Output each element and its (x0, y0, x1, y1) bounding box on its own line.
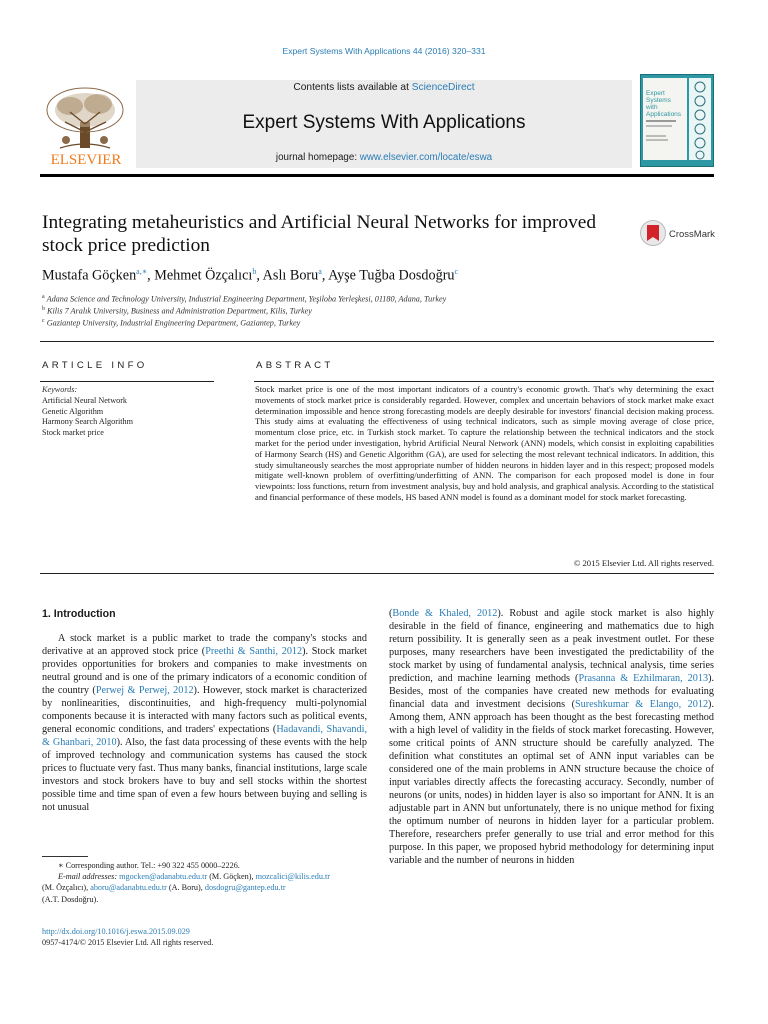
abstract-heading: ABSTRACT (256, 360, 334, 371)
sciencedirect-link[interactable]: ScienceDirect (411, 82, 475, 93)
email-owner: (A. Boru), (166, 883, 205, 893)
svg-text:Systems: Systems (646, 97, 671, 104)
email-link[interactable]: aboru@adanabtu.edu.tr (90, 883, 167, 893)
abstract-bottom-rule (40, 573, 714, 574)
footnotes (42, 860, 372, 905)
citation-link[interactable]: Preethi & Santhi, 2012 (205, 646, 303, 657)
author-separator: , (321, 267, 329, 284)
body-text: ). Besides, most of the companies have created new methods for evaluating financial data and investment decisions ( (389, 673, 715, 710)
svg-text:CrossMark: CrossMark (669, 229, 715, 240)
email-addresses-cont (42, 894, 372, 905)
journal-cover-thumbnail[interactable] (640, 74, 714, 167)
keyword: Genetic Algorithm (42, 406, 104, 416)
section-heading-introduction: 1. Introduction (42, 608, 116, 620)
corresponding-author-note: ∗ Corresponding author. Tel.: +90 322 455 0000–2226. (58, 861, 240, 870)
keyword: Stock market price (42, 427, 104, 437)
body-column-left (42, 632, 367, 814)
body-text: ). Also, the fast data processing of these events with the help of improved technology and communication systems has caused the stock prices to fluctuate very fast. Thus many banks, financial institutions, large scale investors and stock brokers have to buy and sell stocks within the shortest possible time and time span of even a few hours between buying and selling is not unusual (42, 737, 367, 813)
body-text: ). Robust and agile stock market is also highly desirable in the field of finance, engineering and mathematics due to high return possibility. It is generally seen as a peak investment outlet. For these purposes, many researchers have been investigated the predictability of the stock market by using of fundamental analysis, technical analysis, time series prediction, and machine learning methods ( (389, 608, 714, 684)
paper-title: Integrating metaheuristics and Artificial Neural Networks for improved stock price prediction (42, 212, 597, 256)
homepage-label: journal homepage: (275, 152, 360, 163)
citation-link[interactable]: Hadavandi, Shavandi, & Ghanbari, 2010 (42, 724, 367, 748)
abstract-rule (254, 381, 714, 382)
keywords-list (42, 396, 133, 438)
citation-link[interactable]: Perwej & Perwej, 2012 (95, 685, 194, 696)
email-owner: (A.T. Dosdoğru). (42, 894, 99, 904)
citation-link[interactable]: Bonde & Khaled, 2012 (392, 608, 498, 619)
author-affiliation-mark[interactable]: a (318, 267, 322, 276)
crossmark-button[interactable] (640, 219, 716, 247)
affiliation-text: Gaziantep University, Industrial Engineering Department, Gaziantep, Turkey (46, 318, 301, 328)
contents-text: Contents lists available at (293, 82, 412, 93)
contents-available (136, 82, 632, 93)
body-text: A stock market is a public market to trade the company's stocks and derivative at an approved stock price ( (42, 633, 367, 657)
body-column-right (389, 607, 714, 867)
doi-link[interactable]: http://dx.doi.org/10.1016/j.eswa.2015.09.029 (42, 927, 190, 936)
homepage-link[interactable]: www.elsevier.com/locate/eswa (359, 152, 493, 163)
email-addresses (42, 871, 372, 882)
affiliation-mark: b (42, 306, 45, 312)
header-rule (40, 174, 714, 177)
article-info-rule (40, 381, 214, 382)
affiliation-mark: a (42, 294, 45, 300)
affiliation-text: Adana Science and Technology University, Industrial Engineering Department, Yeşiloba Yerleşkesi, 01180, Adana, Turkey (46, 294, 447, 304)
footnote-rule (42, 856, 88, 857)
keyword: Harmony Search Algorithm (42, 417, 133, 427)
author-affiliation-mark[interactable]: c (454, 267, 459, 276)
email-owner: (M. Göçken), (207, 872, 256, 882)
affiliation-text: Kilis 7 Aralık University, Business and Administration Department, Kilis, Turkey (47, 306, 312, 316)
elsevier-logo (40, 82, 132, 168)
author-name: Mustafa Göçken (42, 267, 137, 284)
email-link[interactable]: dosdogru@gantep.edu.tr (204, 883, 286, 893)
author-affiliation-mark[interactable]: b (252, 267, 257, 276)
svg-text:Expert: Expert (646, 90, 665, 97)
email-link[interactable]: mgocken@adanabtu.edu.tr (119, 872, 208, 882)
author-separator: , (256, 267, 263, 284)
body-text: ). Among them, ANN approach has been thought as the best forecasting method with a high level of validity in the fields of stock market forecasting. However, some critical points of ANN structure should be carefully analyzed. The definition what constitutes an optimal set of ANN input variables can be considered one of the main problems in ANN structure because the choice of input variables directly affects the forecasting accuracy. Secondly, number of neurons (or units, nodes) in hidden layer is also so important for ANN. It is an adjustable part in ANN but unfortunately, there is no unique method for fixing the optimum number of neurons in hidden layer for a particular problem. Therefore, researchers prefer generally to use trial and error method for this purpose. In this paper, we proposed hybrid methodology for determining input variable and the number of neurons in hidden (389, 699, 714, 866)
svg-text:Applications: Applications (646, 111, 682, 118)
email-addresses-cont (42, 882, 372, 893)
issn-copyright: 0957-4174/© 2015 Elsevier Ltd. All rights reserved. (42, 938, 214, 947)
keyword: Artificial Neural Network (42, 396, 128, 405)
author-name: Ayşe Tuğba Dosdoğru (328, 267, 455, 284)
abstract-text: Stock market price is one of the most important indicators of a country's economic growth. That's why determining the exact movements of stock market price is considerably regarded. However, complex and uncertain behaviors of stock market make exact determination impossible and hence strong forecasting models are deeply desirable for investors' financial decision making process. This study aims at evaluating the effectiveness of using technical indicators, such as simple moving average of close price, momentum close price, etc. in Turkish stock market. To capture the relationship between the technical indicators and the stock market for the period under investigation, hybrid Artificial Neural Network (ANN) models, which consist in exploiting capabilities of Harmony Search (HS) and Genetic Algorithm (GA), are used for selecting the most relevant technical indicators. In addition, this study simultaneously searches the most appropriate number of hidden neurons in hidden layer and in this respect; proposed models mitigate well-known problem of overfitting/underfitting of ANN. The comparison for each proposed model is done in four viewpoints: loss functions, return from investment analysis, buy and hold analysis, and graphical analysis. According to the statistical and financial performance of these models, HS based ANN model is found as a dominant model for stock market forecasting. (255, 384, 714, 502)
author-separator: , (147, 267, 155, 284)
title-rule (40, 341, 714, 342)
svg-text:ELSEVIER: ELSEVIER (50, 152, 122, 168)
body-text: ). Stock market provides opportunities for brokers and companies to make investments on neutral ground and is one of the primary indicators of a economic condition of the country ( (42, 646, 368, 696)
affiliation-a (42, 294, 446, 304)
affiliation-b (42, 306, 312, 316)
email-label: E-mail addresses: (58, 872, 120, 882)
journal-name: Expert Systems With Applications (242, 112, 526, 133)
abstract-copyright: © 2015 Elsevier Ltd. All rights reserved. (573, 558, 714, 568)
keywords-label: Keywords: (42, 385, 78, 394)
body-text: ). However, stock market is characterized by nonlinearities, discontinuities, and high-frequency multi-polynomial components because it is interacted with many factors such as political events, general economic conditions, and traders' expectations ( (42, 685, 367, 735)
author-name: Aslı Boru (262, 267, 319, 284)
elsevier-tree-icon (40, 82, 132, 168)
journal-homepage (136, 152, 632, 163)
citation-link[interactable]: Prasanna & Ezhilmaran, 2013 (578, 673, 709, 684)
email-owner: (M. Özçalıcı), (42, 883, 91, 893)
body-text: ( (389, 608, 393, 619)
citation-link[interactable]: Sureshkumar & Elango, 2012 (574, 699, 709, 710)
affiliation-mark: c (42, 318, 45, 324)
affiliation-c (42, 318, 300, 328)
svg-text:with: with (646, 104, 658, 111)
author-list (42, 267, 458, 285)
email-link[interactable]: mozcalici@kilis.edu.tr (255, 872, 330, 882)
journal-citation-link[interactable]: Expert Systems With Applications 44 (2016) 320–331 (282, 46, 486, 56)
article-info-heading: ARTICLE INFO (42, 360, 148, 371)
author-name: Mehmet Özçalıcı (154, 267, 253, 284)
author-affiliation-mark[interactable]: a,∗ (136, 267, 148, 276)
